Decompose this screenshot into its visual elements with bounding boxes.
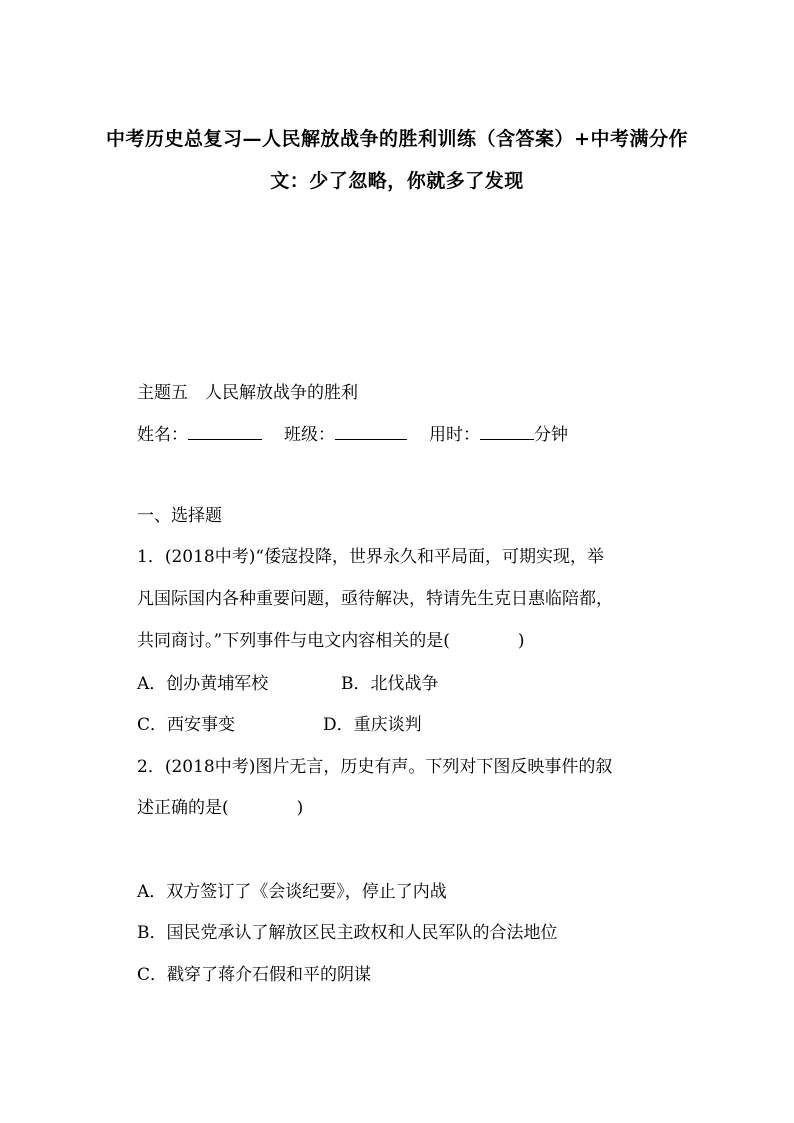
q2-option-c: C．戳穿了蒋介石假和平的阴谋 bbox=[137, 965, 372, 985]
student-info-row bbox=[137, 423, 568, 446]
document-title-line-1: 中考历史总复习—人民解放战争的胜利训练（含答案）+中考满分作 bbox=[106, 128, 688, 150]
time-label: 用时： bbox=[429, 425, 480, 445]
q1-option-c: C．西安事变 bbox=[137, 715, 236, 735]
q2-option-b: B．国民党承认了解放区民主政权和人民军队的合法地位 bbox=[137, 923, 558, 943]
class-blank[interactable] bbox=[335, 423, 407, 440]
document-title-line-2: 文：少了忽略，你就多了发现 bbox=[270, 170, 524, 192]
theme-heading: 主题五 人民解放战争的胜利 bbox=[137, 383, 358, 403]
class-label: 班级： bbox=[284, 425, 335, 445]
q2-option-a: A．双方签订了《会谈纪要》，停止了内战 bbox=[137, 882, 447, 902]
q1-line-2: 凡国际国内各种重要问题，亟待解决，特请先生克日惠临陪都， bbox=[137, 589, 613, 609]
section-heading: 一、选择题 bbox=[137, 506, 222, 526]
time-unit: 分钟 bbox=[534, 425, 568, 445]
name-label: 姓名： bbox=[137, 425, 188, 445]
q2-line-2: 述正确的是( ) bbox=[137, 798, 304, 818]
q1-option-d: D．重庆谈判 bbox=[323, 715, 422, 735]
q1-option-a: A．创办黄埔军校 bbox=[137, 674, 269, 694]
q1-option-b: B．北伐战争 bbox=[341, 674, 439, 694]
q2-line-1: 2．(2018中考)图片无言，历史有声。下列对下图反映事件的叙 bbox=[137, 757, 613, 777]
time-blank[interactable] bbox=[480, 423, 534, 440]
q1-line-3: 共同商讨。”下列事件与电文内容相关的是( ) bbox=[137, 631, 525, 651]
q1-line-1: 1．(2018中考)“倭寇投降，世界永久和平局面，可期实现，举 bbox=[137, 547, 605, 567]
name-blank[interactable] bbox=[188, 423, 262, 440]
